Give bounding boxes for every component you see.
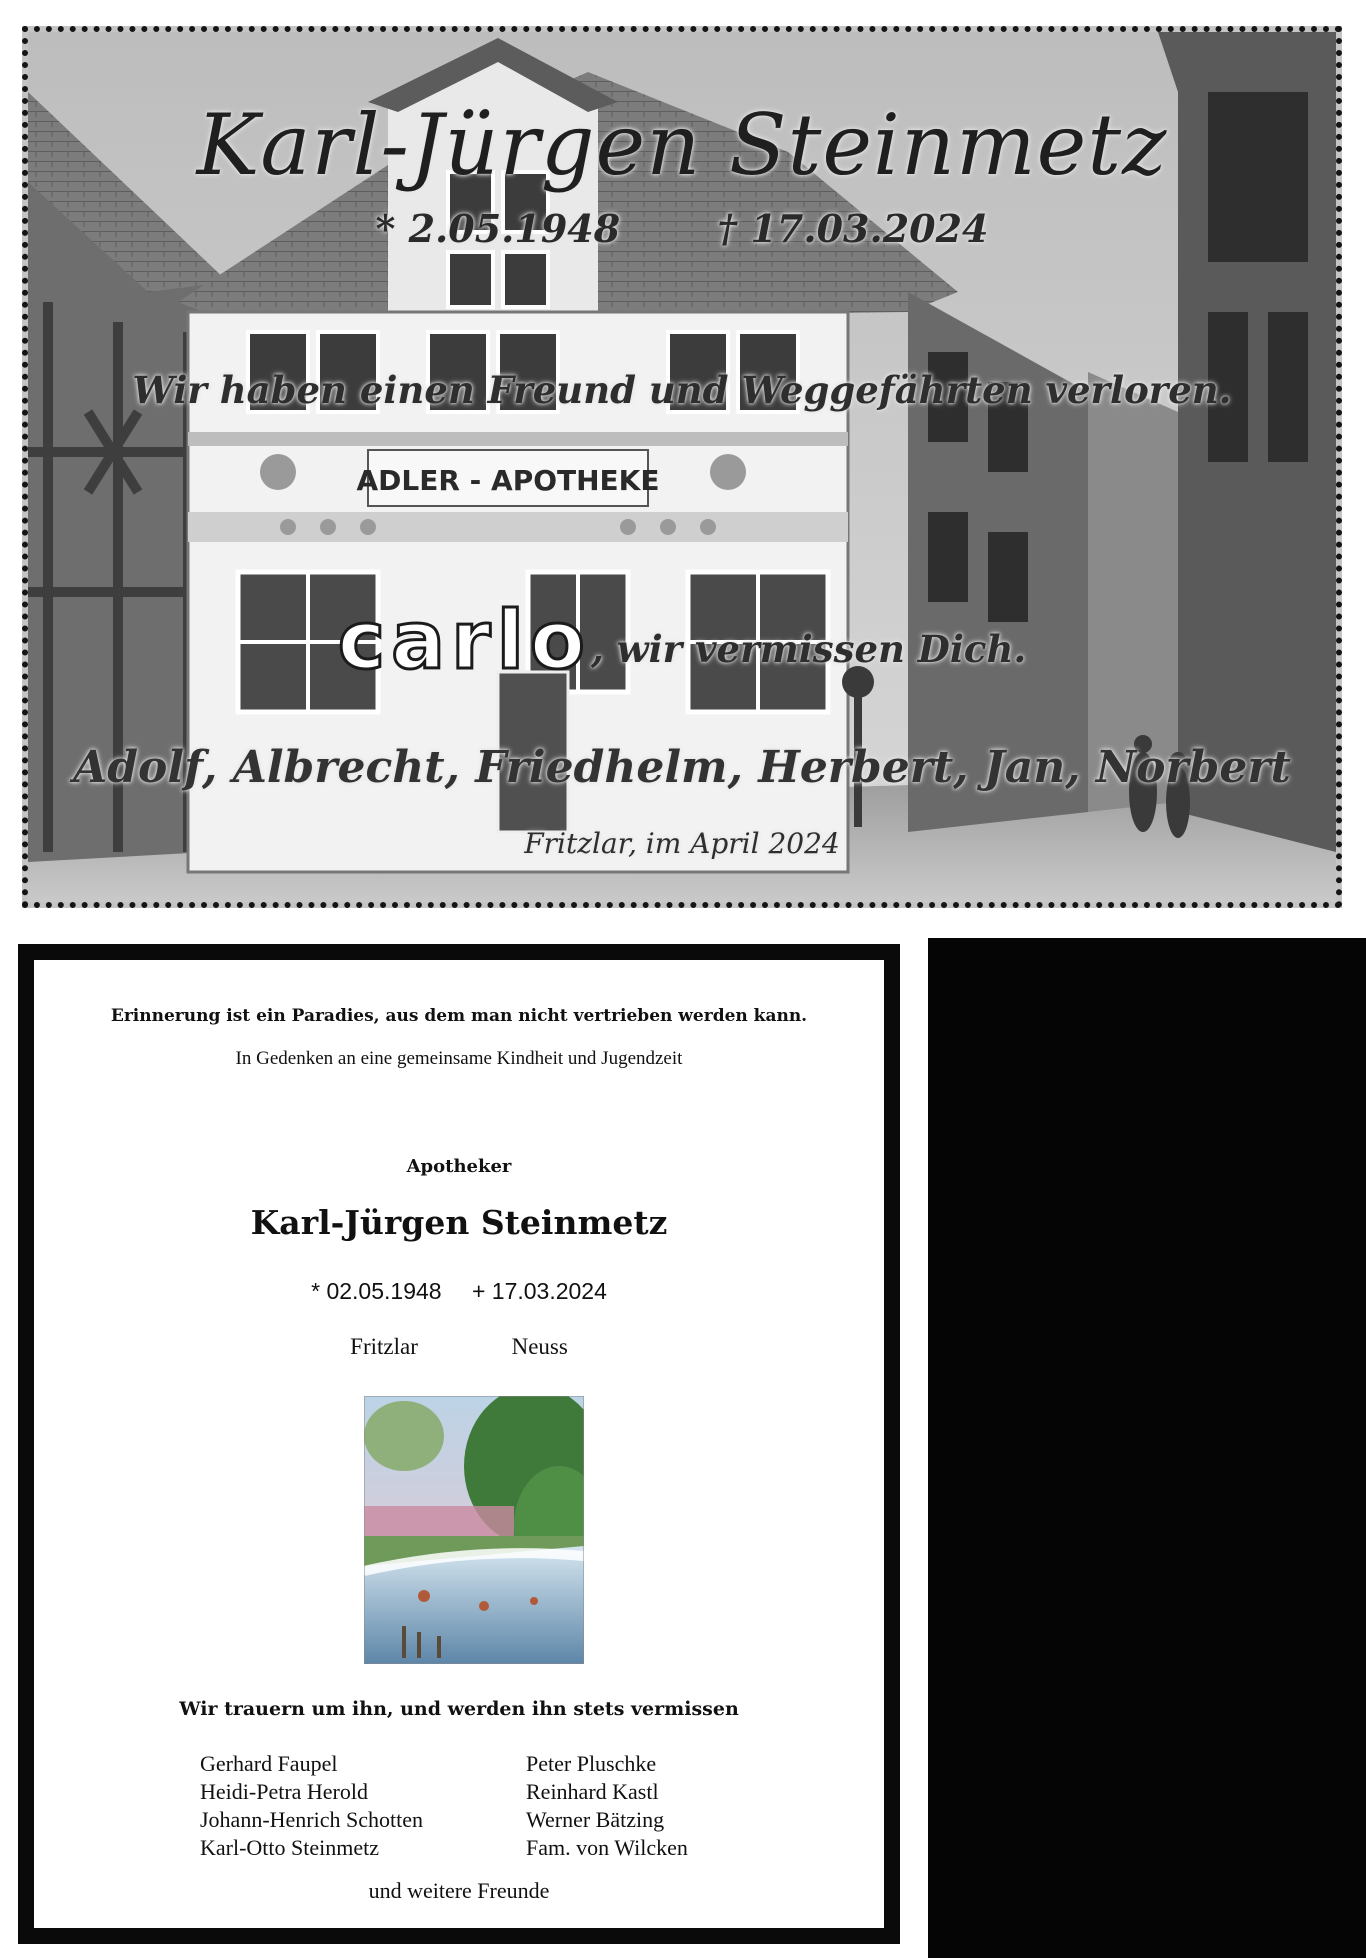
tribute-line: Wir haben einen Freund und Weggefährten verloren. (132, 368, 1232, 412)
mourner: Gerhard Faupel (200, 1751, 338, 1776)
death-place: Neuss (511, 1334, 568, 1359)
mourner: Johann-Henrich Schotten (200, 1807, 423, 1832)
birth-date: * 02.05.1948 (311, 1278, 442, 1304)
deceased-name: Karl-Jürgen Steinmetz (196, 96, 1168, 194)
mourner: Fam. von Wilcken (526, 1835, 688, 1860)
death-date: † 17.03.2024 (717, 206, 989, 251)
life-places (34, 1334, 884, 1360)
nickname: carlo (337, 594, 591, 687)
life-dates (34, 1278, 884, 1305)
memorial-notice-top (22, 26, 1342, 908)
mourner: Karl-Otto Steinmetz (200, 1835, 380, 1860)
profession: Apotheker (406, 1156, 512, 1177)
birth-date: * 2.05.1948 (375, 206, 621, 251)
memorial-notice-bottom (18, 944, 900, 1944)
death-date: + 17.03.2024 (471, 1278, 607, 1304)
further-friends: und weitere Freunde (368, 1878, 550, 1903)
mourner: Heidi-Petra Herold (200, 1779, 368, 1804)
mourner: Reinhard Kastl (526, 1779, 659, 1804)
subtitle: In Gedenken an eine gemeinsame Kindheit und Jugendzeit (235, 1048, 683, 1069)
river-weir-painting (364, 1396, 584, 1664)
blank-black-panel (928, 938, 1366, 1958)
apothecary-sign-text: ADLER - APOTHEKE (356, 464, 660, 497)
life-dates (28, 206, 1336, 251)
nickname-line (28, 594, 1336, 687)
mourner: Werner Bätzing (526, 1807, 665, 1832)
signatories: Adolf, Albrecht, Friedhelm, Herbert, Jan, Norbert (73, 742, 1291, 793)
birth-place: Fritzlar (350, 1334, 418, 1359)
place-date: Fritzlar, im April 2024 (524, 827, 840, 860)
mourners-list (200, 1750, 760, 1861)
quote: Erinnerung ist ein Paradies, aus dem man nicht vertrieben werden kann. (110, 1006, 808, 1026)
nickname-suffix: , wir vermissen Dich. (591, 627, 1027, 671)
mourner: Peter Pluschke (526, 1751, 657, 1776)
deceased-name: Karl-Jürgen Steinmetz (250, 1203, 668, 1242)
mourning-line: Wir trauern um ihn, und werden ihn stets vermissen (179, 1698, 739, 1720)
